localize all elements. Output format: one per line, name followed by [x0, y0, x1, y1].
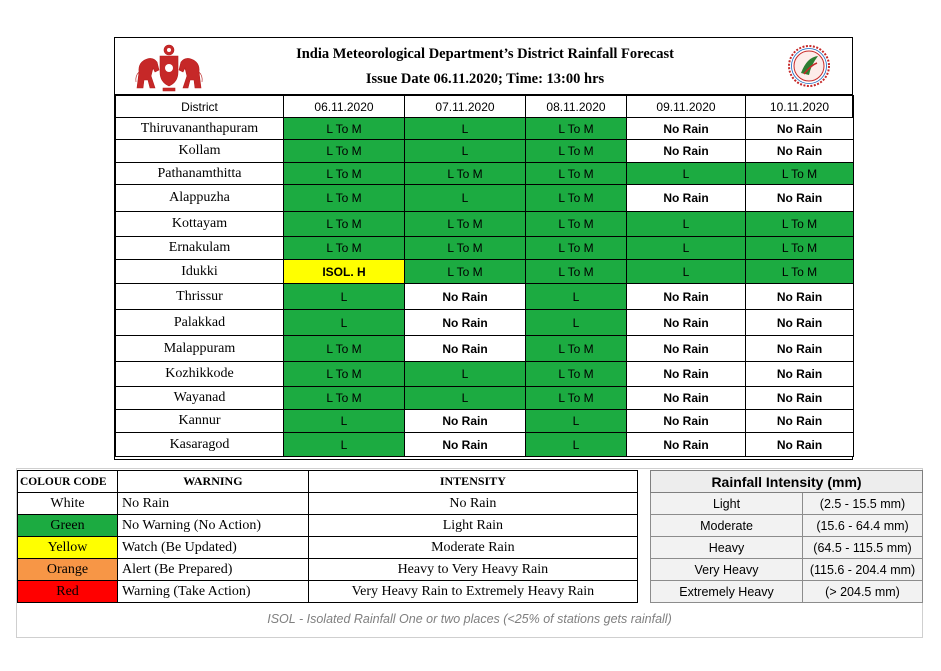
forecast-cell: L	[405, 140, 526, 163]
legend-row	[18, 493, 638, 515]
legend-row	[18, 537, 638, 559]
forecast-cell: L	[627, 212, 746, 237]
forecast-cell: L To M	[526, 387, 627, 410]
forecast-row	[116, 237, 854, 260]
forecast-row	[116, 310, 854, 336]
district-name: Ernakulam	[116, 237, 284, 260]
forecast-cell: L To M	[526, 212, 627, 237]
forecast-cell: No Rain	[405, 336, 526, 362]
colour-code-swatch: Yellow	[18, 537, 118, 559]
forecast-cell: No Rain	[627, 433, 746, 457]
kerala-emblem-icon	[133, 42, 205, 92]
forecast-cell: L To M	[284, 387, 405, 410]
forecast-cell: L To M	[746, 212, 854, 237]
forecast-cell: No Rain	[405, 433, 526, 457]
warning-text: Warning (Take Action)	[118, 581, 309, 603]
forecast-row	[116, 410, 854, 433]
warning-text: Watch (Be Updated)	[118, 537, 309, 559]
forecast-cell: L To M	[526, 163, 627, 185]
forecast-cell: L To M	[284, 185, 405, 212]
forecast-cell: L To M	[526, 140, 627, 163]
rainfall-intensity-row	[651, 515, 923, 537]
forecast-cell: No Rain	[746, 284, 854, 310]
district-name: Kottayam	[116, 212, 284, 237]
intensity-text: No Rain	[308, 493, 637, 515]
intensity-text: Light Rain	[308, 515, 637, 537]
intensity-label: Moderate	[651, 515, 803, 537]
intensity-text: Heavy to Very Heavy Rain	[308, 559, 637, 581]
date-column-header: 09.11.2020	[627, 96, 746, 118]
forecast-cell: No Rain	[746, 362, 854, 387]
colour-code-swatch: Red	[18, 581, 118, 603]
forecast-cell: L	[405, 362, 526, 387]
intensity-range: (> 204.5 mm)	[803, 581, 923, 603]
forecast-row	[116, 260, 854, 284]
forecast-cell: L To M	[526, 362, 627, 387]
forecast-cell: L	[627, 260, 746, 284]
district-name: Palakkad	[116, 310, 284, 336]
district-name: Malappuram	[116, 336, 284, 362]
forecast-row	[116, 212, 854, 237]
forecast-cell: L	[405, 185, 526, 212]
forecast-cell: No Rain	[627, 118, 746, 140]
forecast-cell: L	[405, 118, 526, 140]
district-name: Kozhikkode	[116, 362, 284, 387]
forecast-cell: L To M	[284, 140, 405, 163]
date-column-header: 10.11.2020	[746, 96, 854, 118]
rainfall-intensity-row	[651, 493, 923, 515]
intensity-text: Moderate Rain	[308, 537, 637, 559]
intensity-range: (15.6 - 64.4 mm)	[803, 515, 923, 537]
warning-header: WARNING	[118, 471, 309, 493]
forecast-cell: No Rain	[746, 310, 854, 336]
intensity-text: Very Heavy Rain to Extremely Heavy Rain	[308, 581, 637, 603]
forecast-header-row	[116, 96, 854, 118]
forecast-row	[116, 362, 854, 387]
colour-code-swatch: White	[18, 493, 118, 515]
forecast-cell: L	[284, 433, 405, 457]
imd-logo-icon	[787, 43, 831, 89]
footnote: ISOL - Isolated Rainfall One or two places (<25% of stations gets rainfall)	[267, 612, 672, 626]
legend-row	[18, 515, 638, 537]
forecast-panel	[114, 37, 853, 460]
forecast-cell: L	[284, 410, 405, 433]
forecast-cell: L To M	[526, 336, 627, 362]
intensity-range: (115.6 - 204.4 mm)	[803, 559, 923, 581]
forecast-cell: L To M	[405, 163, 526, 185]
forecast-cell: L	[405, 387, 526, 410]
district-column-header: District	[116, 96, 284, 118]
forecast-cell: No Rain	[627, 140, 746, 163]
forecast-cell: No Rain	[627, 387, 746, 410]
forecast-cell: L To M	[284, 118, 405, 140]
warning-text: No Rain	[118, 493, 309, 515]
warning-text: No Warning (No Action)	[118, 515, 309, 537]
forecast-cell: No Rain	[627, 410, 746, 433]
forecast-cell: L To M	[746, 237, 854, 260]
forecast-cell: L To M	[746, 260, 854, 284]
forecast-cell: L	[284, 310, 405, 336]
forecast-table	[115, 95, 854, 457]
district-name: Kollam	[116, 140, 284, 163]
rainfall-intensity-row	[651, 559, 923, 581]
forecast-cell: No Rain	[627, 185, 746, 212]
legend-row	[18, 559, 638, 581]
forecast-cell: L To M	[526, 118, 627, 140]
intensity-label: Extremely Heavy	[651, 581, 803, 603]
forecast-cell: L	[526, 284, 627, 310]
date-column-header: 06.11.2020	[284, 96, 405, 118]
forecast-cell: L	[526, 410, 627, 433]
forecast-cell: L To M	[746, 163, 854, 185]
intensity-range: (64.5 - 115.5 mm)	[803, 537, 923, 559]
legend-row	[18, 581, 638, 603]
district-name: Wayanad	[116, 387, 284, 410]
rainfall-intensity-row	[651, 537, 923, 559]
district-name: Alappuzha	[116, 185, 284, 212]
legend-header-row	[18, 471, 638, 493]
date-column-header: 08.11.2020	[526, 96, 627, 118]
district-name: Idukki	[116, 260, 284, 284]
forecast-cell: L	[627, 163, 746, 185]
forecast-row	[116, 433, 854, 457]
forecast-cell: L	[284, 284, 405, 310]
district-name: Kannur	[116, 410, 284, 433]
district-name: Kasaragod	[116, 433, 284, 457]
forecast-cell: No Rain	[405, 284, 526, 310]
rainfall-intensity-table	[650, 470, 923, 603]
forecast-row	[116, 118, 854, 140]
forecast-cell: L To M	[284, 362, 405, 387]
date-column-header: 07.11.2020	[405, 96, 526, 118]
forecast-cell: L	[627, 237, 746, 260]
forecast-cell: No Rain	[746, 336, 854, 362]
rainfall-intensity-row	[651, 581, 923, 603]
colour-code-header: COLOUR CODE	[18, 471, 118, 493]
rainfall-intensity-title: Rainfall Intensity (mm)	[651, 471, 923, 493]
issue-date: Issue Date 06.11.2020; Time: 13:00 hrs	[365, 71, 605, 87]
forecast-cell: L To M	[405, 260, 526, 284]
forecast-row	[116, 387, 854, 410]
forecast-cell: L	[526, 310, 627, 336]
district-name: Pathanamthitta	[116, 163, 284, 185]
rainfall-intensity-header-row	[651, 471, 923, 493]
forecast-cell: No Rain	[746, 410, 854, 433]
report-title: India Meteorological Department’s District Rainfall Forecast	[296, 46, 674, 62]
forecast-cell: L To M	[284, 336, 405, 362]
forecast-cell: No Rain	[746, 140, 854, 163]
forecast-cell: No Rain	[746, 118, 854, 140]
forecast-cell: No Rain	[627, 284, 746, 310]
district-name: Thrissur	[116, 284, 284, 310]
forecast-cell: L To M	[526, 185, 627, 212]
forecast-cell: No Rain	[405, 410, 526, 433]
forecast-cell: L To M	[284, 237, 405, 260]
forecast-row	[116, 185, 854, 212]
colour-code-swatch: Green	[18, 515, 118, 537]
intensity-range: (2.5 - 15.5 mm)	[803, 493, 923, 515]
intensity-header: INTENSITY	[308, 471, 637, 493]
intensity-label: Light	[651, 493, 803, 515]
forecast-row	[116, 140, 854, 163]
colour-code-legend	[17, 470, 638, 603]
forecast-cell: L To M	[405, 212, 526, 237]
forecast-cell: No Rain	[627, 336, 746, 362]
forecast-row	[116, 336, 854, 362]
intensity-label: Very Heavy	[651, 559, 803, 581]
forecast-cell: L To M	[284, 163, 405, 185]
forecast-cell: L To M	[526, 260, 627, 284]
forecast-cell: No Rain	[746, 433, 854, 457]
forecast-cell: L To M	[284, 212, 405, 237]
forecast-cell: L To M	[526, 237, 627, 260]
forecast-cell: No Rain	[746, 185, 854, 212]
forecast-cell: No Rain	[405, 310, 526, 336]
intensity-label: Heavy	[651, 537, 803, 559]
colour-code-swatch: Orange	[18, 559, 118, 581]
district-name: Thiruvananthapuram	[116, 118, 284, 140]
forecast-cell: No Rain	[627, 310, 746, 336]
forecast-header	[115, 38, 852, 95]
forecast-row	[116, 163, 854, 185]
forecast-cell: No Rain	[627, 362, 746, 387]
forecast-cell: L	[526, 433, 627, 457]
forecast-cell: No Rain	[746, 387, 854, 410]
forecast-cell: ISOL. H	[284, 260, 405, 284]
warning-text: Alert (Be Prepared)	[118, 559, 309, 581]
forecast-row	[116, 284, 854, 310]
forecast-cell: L To M	[405, 237, 526, 260]
